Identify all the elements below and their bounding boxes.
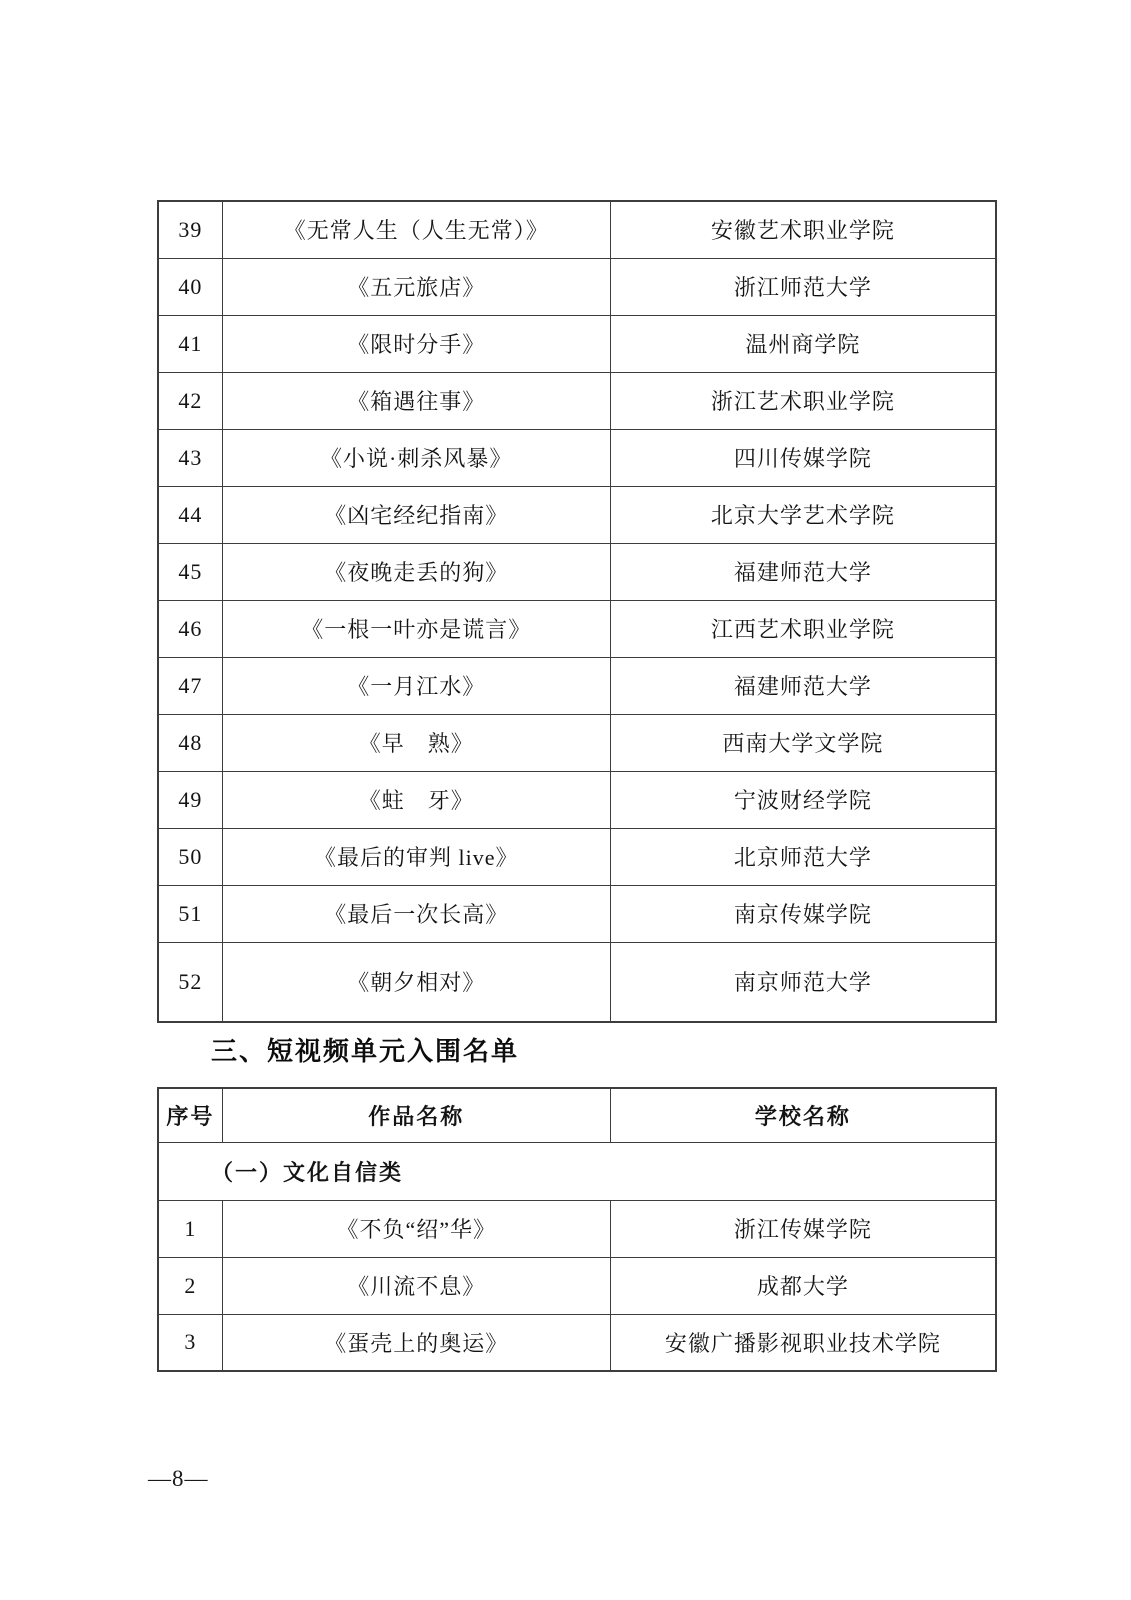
table-row bbox=[158, 372, 996, 429]
table-row bbox=[158, 657, 996, 714]
category-row bbox=[158, 1142, 996, 1200]
school-name-cell: 福建师范大学 bbox=[610, 543, 996, 600]
table-header-row bbox=[158, 1088, 996, 1142]
school-name-cell: 北京师范大学 bbox=[610, 828, 996, 885]
work-name-cell: 《最后的审判 live》 bbox=[222, 828, 610, 885]
school-name-cell: 安徽艺术职业学院 bbox=[610, 201, 996, 258]
header-school-name: 学校名称 bbox=[610, 1088, 996, 1142]
work-name-cell: 《小说·刺杀风暴》 bbox=[222, 429, 610, 486]
serial-number-cell: 39 bbox=[158, 201, 222, 258]
table-row bbox=[158, 714, 996, 771]
section-heading: 三、短视频单元入围名单 bbox=[211, 1037, 520, 1066]
table-row bbox=[158, 543, 996, 600]
serial-number-cell: 43 bbox=[158, 429, 222, 486]
work-name-cell: 《不负“绍”华》 bbox=[222, 1200, 610, 1257]
table-row bbox=[158, 885, 996, 942]
table-row bbox=[158, 201, 996, 258]
table-row bbox=[158, 1257, 996, 1314]
serial-number-cell: 42 bbox=[158, 372, 222, 429]
header-work-name: 作品名称 bbox=[222, 1088, 610, 1142]
serial-number-cell: 49 bbox=[158, 771, 222, 828]
table-row bbox=[158, 258, 996, 315]
shortlist-table-continued bbox=[157, 200, 997, 1023]
serial-number-cell: 48 bbox=[158, 714, 222, 771]
school-name-cell: 成都大学 bbox=[610, 1257, 996, 1314]
work-name-cell: 《五元旅店》 bbox=[222, 258, 610, 315]
work-name-cell: 《凶宅经纪指南》 bbox=[222, 486, 610, 543]
table-row bbox=[158, 429, 996, 486]
work-name-cell: 《朝夕相对》 bbox=[222, 942, 610, 1022]
work-name-cell: 《夜晚走丢的狗》 bbox=[222, 543, 610, 600]
table-row bbox=[158, 600, 996, 657]
school-name-cell: 南京传媒学院 bbox=[610, 885, 996, 942]
work-name-cell: 《无常人生（人生无常）》 bbox=[222, 201, 610, 258]
serial-number-cell: 47 bbox=[158, 657, 222, 714]
table-row bbox=[158, 1314, 996, 1371]
serial-number-cell: 46 bbox=[158, 600, 222, 657]
work-name-cell: 《最后一次长高》 bbox=[222, 885, 610, 942]
serial-number-cell: 41 bbox=[158, 315, 222, 372]
work-name-cell: 《早 熟》 bbox=[222, 714, 610, 771]
serial-number-cell: 1 bbox=[158, 1200, 222, 1257]
serial-number-cell: 44 bbox=[158, 486, 222, 543]
table-row bbox=[158, 1200, 996, 1257]
serial-number-cell: 52 bbox=[158, 942, 222, 1022]
serial-number-cell: 40 bbox=[158, 258, 222, 315]
header-serial-number: 序号 bbox=[158, 1088, 222, 1142]
school-name-cell: 四川传媒学院 bbox=[610, 429, 996, 486]
school-name-cell: 宁波财经学院 bbox=[610, 771, 996, 828]
work-name-cell: 《一月江水》 bbox=[222, 657, 610, 714]
work-name-cell: 《蛋壳上的奥运》 bbox=[222, 1314, 610, 1371]
table-row bbox=[158, 942, 996, 1022]
work-name-cell: 《一根一叶亦是谎言》 bbox=[222, 600, 610, 657]
serial-number-cell: 50 bbox=[158, 828, 222, 885]
serial-number-cell: 45 bbox=[158, 543, 222, 600]
table-row bbox=[158, 771, 996, 828]
work-name-cell: 《限时分手》 bbox=[222, 315, 610, 372]
school-name-cell: 浙江传媒学院 bbox=[610, 1200, 996, 1257]
school-name-cell: 安徽广播影视职业技术学院 bbox=[610, 1314, 996, 1371]
school-name-cell: 南京师范大学 bbox=[610, 942, 996, 1022]
work-name-cell: 《蛀 牙》 bbox=[222, 771, 610, 828]
school-name-cell: 北京大学艺术学院 bbox=[610, 486, 996, 543]
school-name-cell: 浙江艺术职业学院 bbox=[610, 372, 996, 429]
serial-number-cell: 2 bbox=[158, 1257, 222, 1314]
serial-number-cell: 51 bbox=[158, 885, 222, 942]
school-name-cell: 温州商学院 bbox=[610, 315, 996, 372]
serial-number-cell: 3 bbox=[158, 1314, 222, 1371]
work-name-cell: 《川流不息》 bbox=[222, 1257, 610, 1314]
category-label: （一）文化自信类 bbox=[158, 1142, 996, 1200]
work-name-cell: 《箱遇往事》 bbox=[222, 372, 610, 429]
school-name-cell: 福建师范大学 bbox=[610, 657, 996, 714]
table-row bbox=[158, 828, 996, 885]
shortvideo-shortlist-table bbox=[157, 1087, 997, 1372]
school-name-cell: 浙江师范大学 bbox=[610, 258, 996, 315]
table-row bbox=[158, 315, 996, 372]
school-name-cell: 江西艺术职业学院 bbox=[610, 600, 996, 657]
table-row bbox=[158, 486, 996, 543]
page-number: —8— bbox=[148, 1466, 209, 1491]
school-name-cell: 西南大学文学院 bbox=[610, 714, 996, 771]
